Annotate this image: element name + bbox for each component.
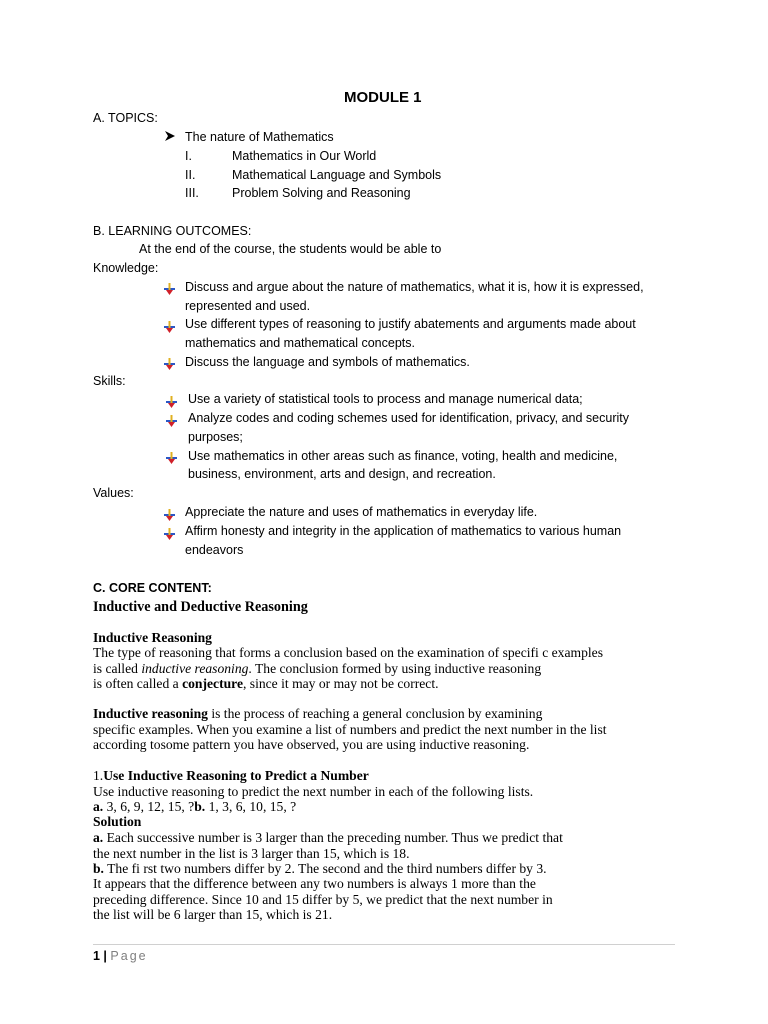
core-heading: C. CORE CONTENT: — [93, 581, 212, 595]
skills-line-1: Use a variety of statistical tools to process and manage numerical data; — [188, 392, 583, 406]
page-label: Page — [110, 949, 148, 963]
paragraph-2-line-1: Inductive reasoning is the process of reaching a general conclusion by examining — [93, 706, 543, 721]
topic-num-1: I. — [185, 149, 192, 163]
colored-arrow-bullet-icon — [166, 415, 177, 427]
topic-num-3: III. — [185, 186, 199, 200]
paragraph-2-line-3: according tosome pattern you have observed, you are using inductive reasoning. — [93, 737, 530, 752]
values-line-2: Affirm honesty and integrity in the application of mathematics to various human — [185, 524, 622, 538]
values-line-3: endeavors — [185, 543, 244, 557]
colored-arrow-bullet-icon — [164, 509, 175, 521]
arrow-bullet-icon — [164, 130, 176, 145]
example-lists: a. 3, 6, 9, 12, 15, ?b. 1, 3, 6, 10, 15, ? — [93, 799, 297, 814]
skills-line-4: Use mathematics in other areas such as finance, voting, health and medicine, — [188, 449, 618, 463]
knowledge-line-4: mathematics and mathematical concepts. — [185, 336, 415, 350]
colored-arrow-bullet-icon — [164, 528, 175, 540]
paragraph-1-line-3: is often called a conjecture, since it may or may not be correct. — [93, 676, 439, 691]
knowledge-line-3: Use different types of reasoning to justify abatements and arguments made about — [185, 317, 636, 331]
topic-main: The nature of Mathematics — [185, 130, 334, 144]
footer-divider — [93, 944, 675, 945]
conjecture-term: conjecture — [182, 676, 243, 691]
colored-arrow-bullet-icon — [164, 358, 175, 370]
topic-item-3: Problem Solving and Reasoning — [232, 186, 411, 200]
outcomes-intro: At the end of the course, the students would be able to — [139, 242, 442, 256]
core-subheading: Inductive and Deductive Reasoning — [93, 599, 308, 615]
page-number: 1 — [93, 949, 100, 963]
example-instruction: Use inductive reasoning to predict the next number in each of the following lists. — [93, 784, 534, 799]
page-footer: 1 | Page — [93, 949, 148, 963]
solution-b-line-4: the list will be 6 larger than 15, which is 21. — [93, 907, 333, 922]
topic-item-2: Mathematical Language and Symbols — [232, 168, 442, 182]
knowledge-line-1: Discuss and argue about the nature of mathematics, what it is, how it is expressed, — [185, 280, 644, 294]
solution-b-line-1: b. The fi rst two numbers differ by 2. The second and the third numbers differ by 3. — [93, 861, 547, 876]
solution-b-line-2: It appears that the difference between any two numbers is always 1 more than the — [93, 876, 536, 891]
colored-arrow-bullet-icon — [164, 283, 175, 295]
module-title: MODULE 1 — [344, 89, 422, 106]
topic-item-1: Mathematics in Our World — [232, 149, 377, 163]
skills-line-2: Analyze codes and coding schemes used for identification, privacy, and security — [188, 411, 629, 425]
knowledge-line-5: Discuss the language and symbols of mathematics. — [185, 355, 470, 369]
solution-heading: Solution — [93, 814, 142, 829]
paragraph-2-line-2: specific examples. When you examine a list of numbers and predict the next number in the list — [93, 722, 607, 737]
solution-b-line-3: preceding difference. Since 10 and 15 differ by 5, we predict that the next number in — [93, 892, 553, 907]
values-label: Values: — [93, 486, 134, 500]
colored-arrow-bullet-icon — [166, 452, 177, 464]
skills-line-5: business, environment, arts and design, and recreation. — [188, 467, 496, 481]
example-title: 1.Use Inductive Reasoning to Predict a Number — [93, 768, 369, 783]
topic-num-2: II. — [185, 168, 196, 182]
skills-line-3: purposes; — [188, 430, 243, 444]
solution-a-line-2: the next number in the list is 3 larger than 15, which is 18. — [93, 846, 410, 861]
solution-a-line-1: a. Each successive number is 3 larger than the preceding number. Thus we predict that — [93, 830, 563, 845]
values-line-1: Appreciate the nature and uses of mathematics in everyday life. — [185, 505, 538, 519]
colored-arrow-bullet-icon — [164, 321, 175, 333]
inductive-reasoning-heading: Inductive Reasoning — [93, 630, 212, 645]
topics-heading: A. TOPICS: — [93, 111, 158, 125]
skills-label: Skills: — [93, 374, 126, 388]
knowledge-label: Knowledge: — [93, 261, 159, 275]
paragraph-1-line-1: The type of reasoning that forms a conclusion based on the examination of specifi c examples — [93, 645, 603, 660]
inductive-reasoning-bold-term: Inductive reasoning — [93, 706, 208, 721]
inductive-reasoning-term: inductive reasoning — [141, 661, 249, 676]
colored-arrow-bullet-icon — [166, 396, 177, 408]
knowledge-line-2: represented and used. — [185, 299, 311, 313]
outcomes-heading: B. LEARNING OUTCOMES: — [93, 224, 252, 238]
paragraph-1-line-2: is called inductive reasoning. The conclusion formed by using inductive reasoning — [93, 661, 542, 676]
